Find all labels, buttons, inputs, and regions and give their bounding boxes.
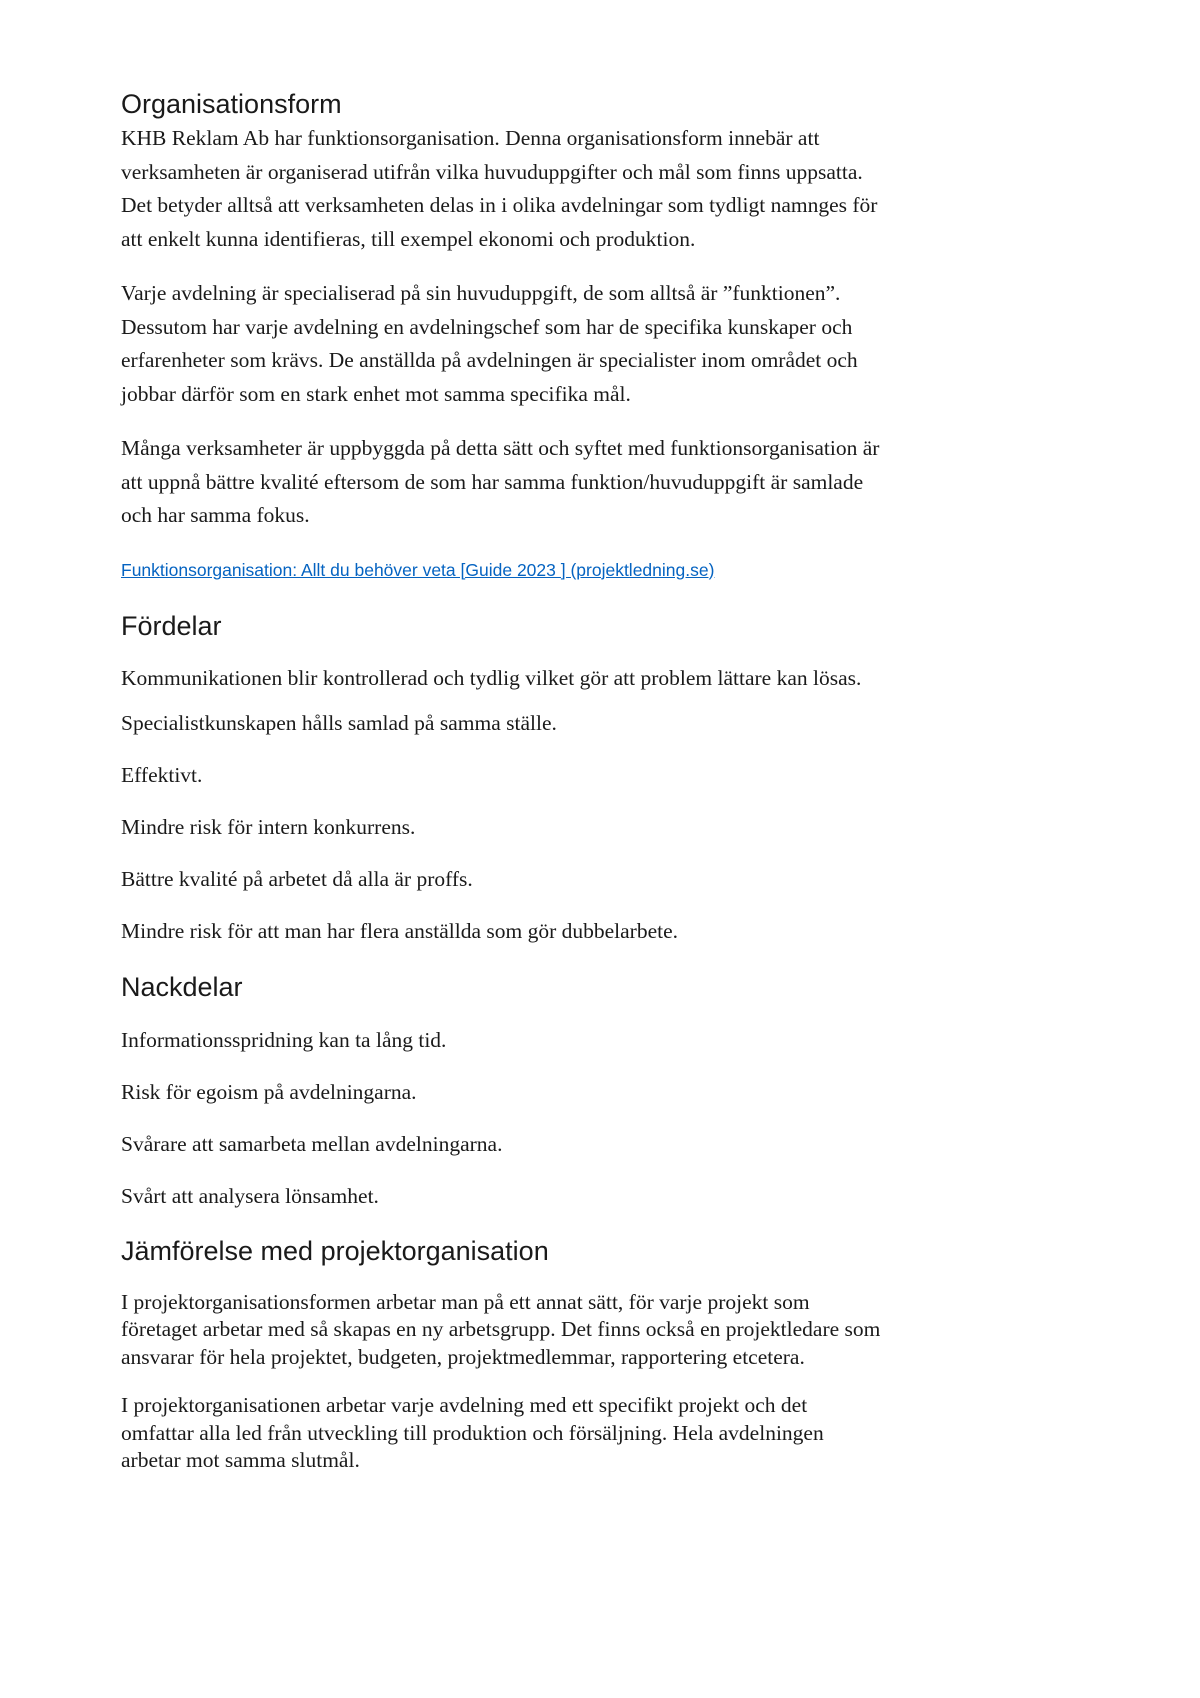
heading-organisationsform: Organisationsform	[121, 89, 342, 119]
paragraph-org-1: KHB Reklam Ab har funktionsorganisation. Denna organisationsform innebär att verksamheten är organiserad utifrån vilka huvuduppgifter och mål som finns uppsatta. Det betyder alltså att verksamheten delas in i olika avdelningar som tydligt namnges för att enkelt kunna identifieras, till exempel ekonomi och produktion.	[121, 126, 878, 251]
list-item: Mindre risk för att man har flera anställda som gör dubbelarbete.	[121, 918, 679, 943]
list-item: Informationsspridning kan ta lång tid.	[121, 1027, 447, 1052]
list-item: Svårare att samarbeta mellan avdelningarna.	[121, 1131, 503, 1156]
list-item: Mindre risk för intern konkurrens.	[121, 814, 416, 839]
paragraph-proj-1: I projektorganisationsformen arbetar man på ett annat sätt, för varje projekt som företaget arbetar med så skapas en ny arbetsgrupp. Det finns också en projektledare som ansvarar för hela projektet, budgeten, projektmedlemmar, rapportering etcetera.	[121, 1289, 881, 1369]
heading-nackdelar: Nackdelar	[121, 971, 243, 1002]
nackdelar-list	[121, 1026, 881, 1210]
heading-jamforelse: Jämförelse med projektorganisation	[121, 1235, 549, 1266]
list-item: Specialistkunskapen hålls samlad på samma ställe.	[121, 710, 557, 735]
source-link[interactable]: Funktionsorganisation: Allt du behöver veta [Guide 2023 ] (projektledning.se)	[121, 559, 715, 580]
source-link-line	[121, 558, 881, 582]
heading-fordelar: Fördelar	[121, 610, 222, 641]
paragraph-org-2: Varje avdelning är specialiserad på sin huvuduppgift, de som alltså är ”funktionen”. Dessutom har varje avdelning en avdelningschef som har de specifika kunskaper och erfarenheter som krävs. De anställda på avdelningen är specialister inom området och jobbar därför som en stark enhet mot samma specifika mål.	[121, 281, 858, 406]
list-item: Kommunikationen blir kontrollerad och tydlig vilket gör att problem lättare kan lösas.	[121, 665, 862, 690]
jamforelse-body	[121, 1289, 881, 1475]
fordelar-list	[121, 664, 881, 945]
list-item: Effektivt.	[121, 762, 203, 787]
list-item: Svårt att analysera lönsamhet.	[121, 1183, 379, 1208]
document-page	[121, 88, 881, 1475]
list-item: Risk för egoism på avdelningarna.	[121, 1079, 417, 1104]
list-item: Bättre kvalité på arbetet då alla är proffs.	[121, 866, 473, 891]
paragraph-org-3: Många verksamheter är uppbyggda på detta sätt och syftet med funktionsorganisation är att uppnå bättre kvalité eftersom de som har samma funktion/huvuduppgift är samlade och har samma fokus.	[121, 436, 880, 527]
paragraph-proj-2: I projektorganisationen arbetar varje avdelning med ett specifikt projekt och det omfattar alla led från utveckling till produktion och försäljning. Hela avdelningen arbetar mot samma slutmål.	[121, 1393, 824, 1472]
